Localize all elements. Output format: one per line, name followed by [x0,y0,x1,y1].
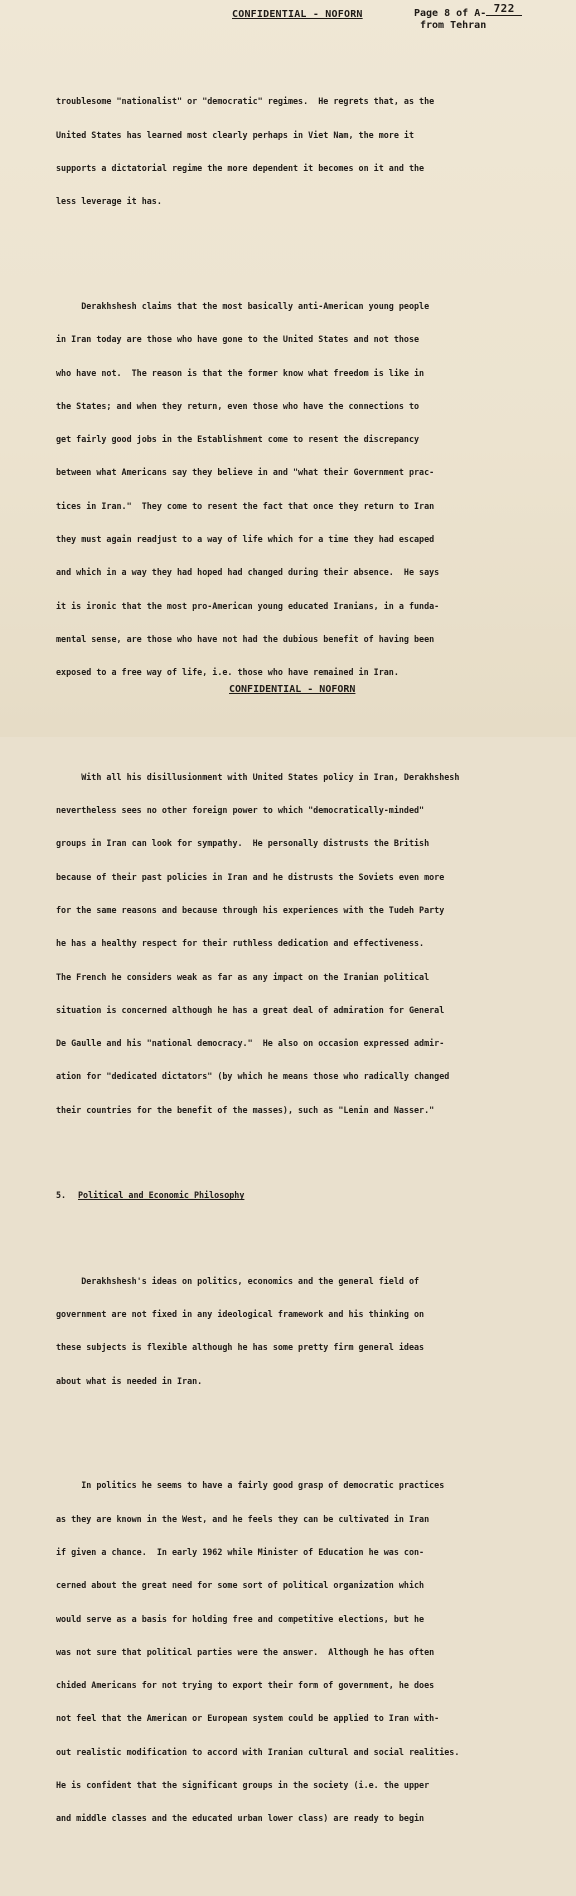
text-line: Derakhshesh claims that the most basically anti-American young people [56,301,430,312]
text-line: He is confident that the significant groups in the society (i.e. the upper [56,1779,430,1790]
text-line: In politics he seems to have a fairly good grasp of democratic practices [56,1480,445,1491]
page-label: Page 8 of A- [414,8,487,19]
text-line: the States; and when they return, even those who have the connections to [56,400,420,411]
text-line: get fairly good jobs in the Establishment come to resent the discrepancy [56,434,420,445]
text-line: would serve as a basis for holding free and competitive elections, but he [56,1613,425,1624]
text-line: United States has learned most clearly perhaps in Viet Nam, the more it [56,129,414,140]
page-reference [414,2,522,32]
text-line: troublesome "nationalist" or "democratic" regimes. He regrets that, as the [56,96,435,107]
section-number: 5. [56,1190,67,1201]
text-line: situation is concerned although he has a great deal of admiration for General [56,1004,445,1015]
text-line: tices in Iran." They come to resent the fact that once they return to Iran [56,500,435,511]
document-number: 722 [486,3,522,16]
text-line: it is ironic that the most pro-American young educated Iranians, in a funda- [56,600,440,611]
text-line: their countries for the benefit of the masses), such as "Lenin and Nasser." [56,1104,435,1115]
text-line: and middle classes and the educated urban lower class) are ready to begin [56,1813,425,1824]
text-line: he has a healthy respect for their ruthless dedication and effectiveness. [56,938,425,949]
text-line: and which in a way they had hoped had changed during their absence. He says [56,567,440,578]
text-line: they must again readjust to a way of life which for a time they had escaped [56,534,435,545]
text-line: between what Americans say they believe in and "what their Government prac- [56,467,435,478]
section-heading [56,1190,556,1201]
paragraph-5 [56,1458,556,1846]
section-title: Political and Economic Philosophy [78,1190,245,1201]
text-line: chided Americans for not trying to export their form of government, he does [56,1680,435,1691]
text-line: as they are known in the West, and he feels they can be cultivated in Iran [56,1513,430,1524]
text-line: not feel that the American or European system could be applied to Iran with- [56,1713,440,1724]
text-line: cerned about the great need for some sort of political organization which [56,1580,425,1591]
text-line: supports a dictatorial regime the more dependent it becomes on it and the [56,163,425,174]
text-line: less leverage it has. [56,196,162,207]
text-line: because of their past policies in Iran and he distrusts the Soviets even more [56,871,445,882]
text-line: The French he considers weak as far as any impact on the Iranian political [56,971,430,982]
text-line: these subjects is flexible although he has some pretty firm general ideas [56,1342,425,1353]
text-line: groups in Iran can look for sympathy. He personally distrusts the British [56,838,430,849]
footer-classification: CONFIDENTIAL - NOFORN [229,684,356,695]
text-line: With all his disillusionment with United States policy in Iran, Derakhshesh [56,771,460,782]
text-line: ation for "dedicated dictators" (by which he means those who radically changed [56,1071,450,1082]
text-line: Derakhshesh's ideas on politics, economics and the general field of [56,1275,420,1286]
text-line: if given a chance. In early 1962 while Minister of Education he was con- [56,1547,425,1557]
text-line: for the same reasons and because through his experiences with the Tudeh Party [56,905,445,916]
text-line: exposed to a free way of life, i.e. those who have remained in Iran. [56,667,399,678]
text-line: out realistic modification to accord with Iranian cultural and social realities. [56,1746,460,1757]
paragraph-3 [56,750,556,1138]
header-classification: CONFIDENTIAL - NOFORN [232,9,363,20]
text-line: government are not fixed in any ideological framework and his thinking on [56,1309,425,1320]
paragraph-1 [56,74,556,229]
text-line: mental sense, are those who have not had the dubious benefit of having been [56,633,435,644]
text-line: in Iran today are those who have gone to the United States and not those [56,334,420,345]
document-body [56,41,556,1896]
text-line: who have not. The reason is that the former know what freedom is like in [56,367,425,378]
text-line: nevertheless sees no other foreign power to which "democratically-minded" [56,805,425,816]
text-line: De Gaulle and his "national democracy." He also on occasion expressed admir- [56,1038,445,1049]
from-line: from Tehran [420,20,487,31]
text-line: was not sure that political parties were the answer. Although he has often [56,1646,435,1657]
paragraph-2 [56,279,556,701]
paragraph-4 [56,1254,556,1409]
text-line: about what is needed in Iran. [56,1375,203,1386]
